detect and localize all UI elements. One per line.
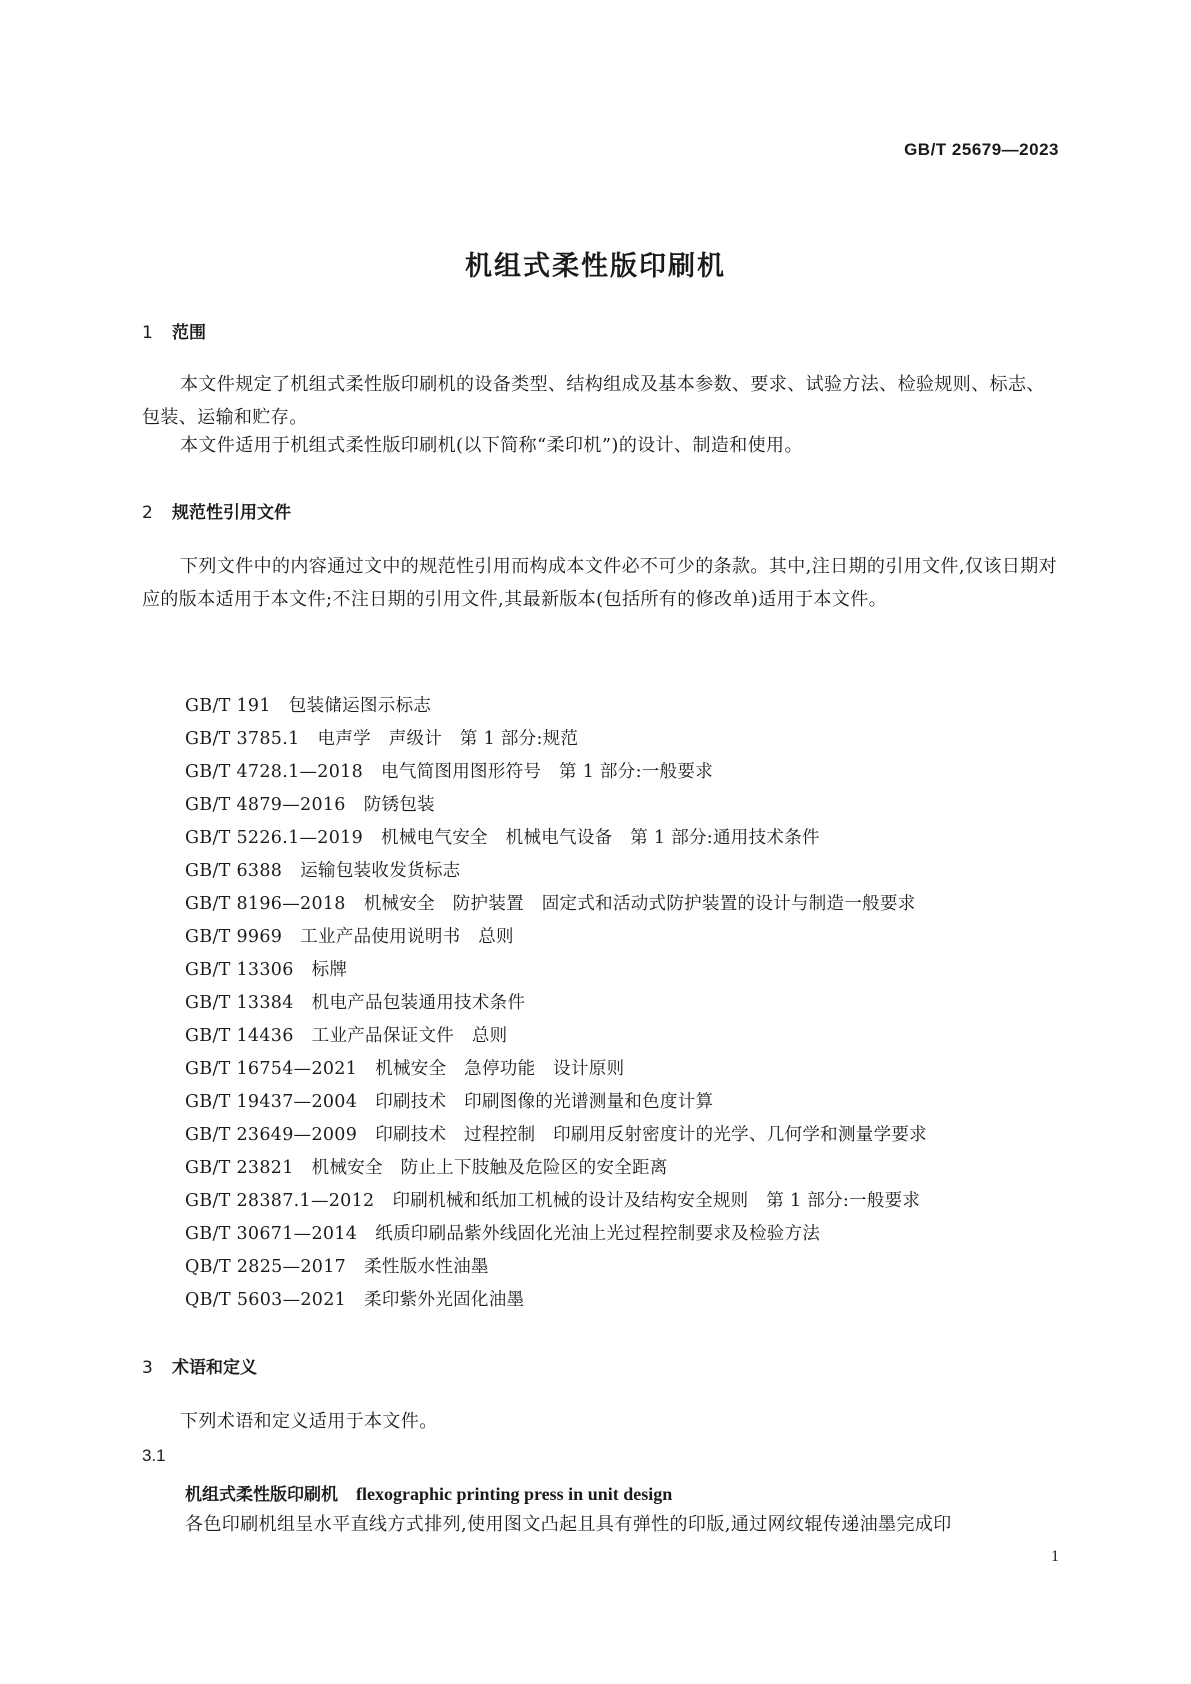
reference-title: 柔印紫外光固化油墨 xyxy=(364,1290,525,1310)
term-title-en: flexographic printing press in unit design xyxy=(356,1484,673,1504)
section-3-heading xyxy=(142,1353,257,1378)
reference-item xyxy=(185,1251,927,1284)
reference-code: GB/T 6388 xyxy=(185,861,283,881)
reference-title: 印刷技术 印刷图像的光谱测量和色度计算 xyxy=(375,1092,714,1112)
reference-code: GB/T 3785.1 xyxy=(185,729,300,749)
term-title-zh: 机组式柔性版印刷机 xyxy=(185,1485,338,1505)
reference-title: 印刷技术 过程控制 印刷用反射密度计的光学、几何学和测量学要求 xyxy=(375,1125,927,1145)
reference-code: GB/T 4879—2016 xyxy=(185,795,346,815)
reference-code: GB/T 30671—2014 xyxy=(185,1224,358,1244)
reference-title: 包装储运图示标志 xyxy=(288,696,432,716)
reference-code: QB/T 2825—2017 xyxy=(185,1257,347,1277)
reference-item xyxy=(185,1152,927,1185)
reference-title: 运输包装收发货标志 xyxy=(300,861,461,881)
reference-title: 机械安全 急停功能 设计原则 xyxy=(375,1059,625,1079)
reference-title: 电气简图用图形符号 第 1 部分:一般要求 xyxy=(381,762,714,782)
term-number: 3.1 xyxy=(142,1446,166,1465)
section-title: 规范性引用文件 xyxy=(172,503,291,523)
reference-code: GB/T 191 xyxy=(185,696,271,716)
reference-item xyxy=(185,888,927,921)
page-number: 1 xyxy=(1051,1548,1059,1565)
reference-item xyxy=(185,1020,927,1053)
reference-code: GB/T 28387.1—2012 xyxy=(185,1191,375,1211)
reference-code: GB/T 13384 xyxy=(185,993,294,1013)
reference-item xyxy=(185,690,927,723)
reference-title: 标牌 xyxy=(311,960,348,980)
reference-title: 纸质印刷品紫外线固化光油上光过程控制要求及检验方法 xyxy=(375,1224,821,1244)
reference-title: 电声学 声级计 第 1 部分:规范 xyxy=(317,729,579,749)
reference-title: 防锈包装 xyxy=(363,795,435,815)
reference-list xyxy=(185,690,927,1317)
reference-item xyxy=(185,1086,927,1119)
reference-item xyxy=(185,954,927,987)
section-1-heading xyxy=(142,318,206,343)
reference-title: 工业产品保证文件 总则 xyxy=(311,1026,508,1046)
section-number: 2 xyxy=(142,503,153,523)
reference-title: 机械安全 防止上下肢触及危险区的安全距离 xyxy=(311,1158,668,1178)
reference-title: 柔性版水性油墨 xyxy=(364,1257,489,1277)
reference-item xyxy=(185,921,927,954)
reference-item xyxy=(185,1053,927,1086)
reference-item xyxy=(185,1119,927,1152)
reference-code: GB/T 9969 xyxy=(185,927,283,947)
reference-title: 机械安全 防护装置 固定式和活动式防护装置的设计与制造一般要求 xyxy=(363,894,916,914)
reference-title: 工业产品使用说明书 总则 xyxy=(300,927,514,947)
reference-code: GB/T 4728.1—2018 xyxy=(185,762,364,782)
reference-title: 印刷机械和纸加工机械的设计及结构安全规则 第 1 部分:一般要求 xyxy=(392,1191,921,1211)
reference-code: GB/T 13306 xyxy=(185,960,294,980)
terms-intro: 下列术语和定义适用于本文件。 xyxy=(180,1411,438,1432)
reference-code: GB/T 23821 xyxy=(185,1158,294,1178)
scope-paragraph-2: 本文件适用于机组式柔性版印刷机(以下简称“柔印机”)的设计、制造和使用。 xyxy=(180,435,803,456)
term-definition: 各色印刷机组呈水平直线方式排列,使用图文凸起且具有弹性的印版,通过网纹辊传递油墨完成印 xyxy=(185,1514,952,1535)
section-title: 术语和定义 xyxy=(172,1358,257,1378)
reference-item xyxy=(185,822,927,855)
reference-item xyxy=(185,723,927,756)
reference-item xyxy=(185,1218,927,1251)
reference-code: GB/T 16754—2021 xyxy=(185,1059,358,1079)
reference-item xyxy=(185,1185,927,1218)
reference-title: 机械电气安全 机械电气设备 第 1 部分:通用技术条件 xyxy=(381,828,820,848)
scope-paragraph-1: 本文件规定了机组式柔性版印刷机的设备类型、结构组成及基本参数、要求、试验方法、检验规则、标志、包装、运输和贮存。 xyxy=(142,374,1045,428)
reference-title: 机电产品包装通用技术条件 xyxy=(311,993,526,1013)
reference-code: GB/T 14436 xyxy=(185,1026,294,1046)
term-title xyxy=(185,1480,672,1505)
reference-item xyxy=(185,855,927,888)
reference-code: QB/T 5603—2021 xyxy=(185,1290,347,1310)
reference-item xyxy=(185,987,927,1020)
section-title: 范围 xyxy=(172,323,206,343)
reference-code: GB/T 23649—2009 xyxy=(185,1125,358,1145)
references-intro: 下列文件中的内容通过文中的规范性引用而构成本文件必不可少的条款。其中,注日期的引用文件,仅该日期对应的版本适用于本文件;不注日期的引用文件,其最新版本(包括所有的修改单)适用于本文件。 xyxy=(142,556,1058,610)
reference-item xyxy=(185,789,927,822)
section-2-heading xyxy=(142,498,291,523)
reference-code: GB/T 19437—2004 xyxy=(185,1092,358,1112)
reference-item xyxy=(185,756,927,789)
reference-item xyxy=(185,1284,927,1317)
document-title: 机组式柔性版印刷机 xyxy=(465,251,726,282)
section-number: 1 xyxy=(142,323,153,343)
reference-code: GB/T 8196—2018 xyxy=(185,894,346,914)
reference-code: GB/T 5226.1—2019 xyxy=(185,828,364,848)
section-number: 3 xyxy=(142,1358,153,1378)
standard-number: GB/T 25679—2023 xyxy=(904,140,1059,159)
